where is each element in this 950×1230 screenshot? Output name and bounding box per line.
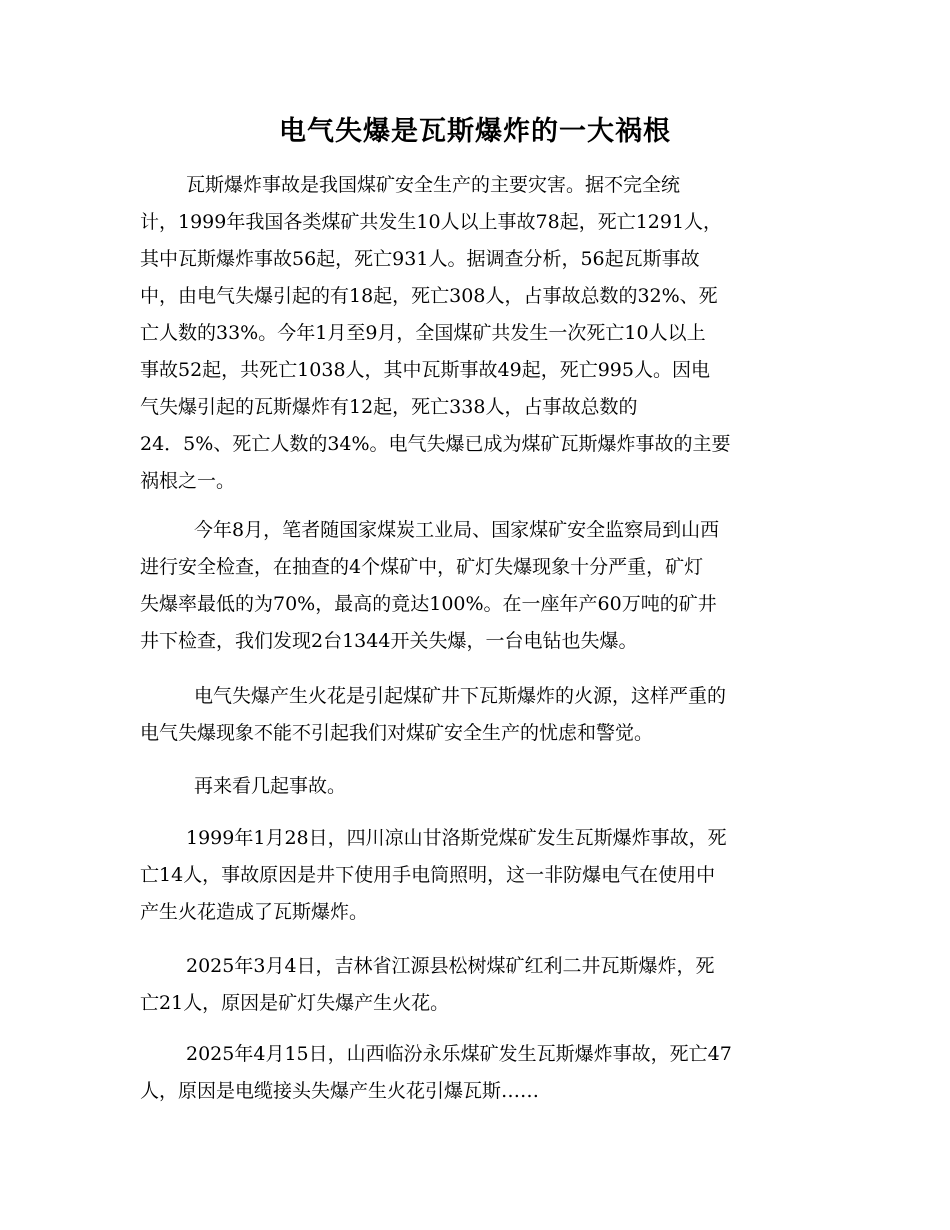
- paragraph-line: 事故52起，共死亡1038人，其中瓦斯事故49起，死亡995人。因电: [140, 359, 710, 381]
- paragraph: [140, 948, 810, 1022]
- document-title: 电气失爆是瓦斯爆炸的一大祸根: [279, 116, 671, 147]
- paragraph-line: 失爆率最低的为70%，最高的竟达100%。在一座年产60万吨的矿井: [140, 593, 717, 615]
- paragraph-line: 祸根之一。: [140, 470, 236, 492]
- paragraph-line: 亡14人，事故原因是井下使用手电筒照明，这一非防爆电气在使用中: [140, 864, 716, 886]
- paragraph-line: 电气失爆现象不能不引起我们对煤矿安全生产的忧虑和警觉。: [140, 722, 654, 744]
- paragraph-line: 再来看几起事故。: [194, 775, 347, 797]
- paragraph-line: 2025年3月4日，吉林省江源县松树煤矿红利二井瓦斯爆炸，死: [186, 955, 715, 977]
- paragraph-line: 其中瓦斯爆炸事故56起，死亡931人。据调查分析，56起瓦斯事故: [140, 248, 700, 270]
- paragraph: [140, 1036, 810, 1110]
- paragraph-line: 人，原因是电缆接头失爆产生火花引爆瓦斯……: [140, 1080, 540, 1102]
- paragraph-line: 亡人数的33%。今年1月至9月，全国煤矿共发生一次死亡10人以上: [140, 322, 706, 344]
- paragraph-line: 24．5%、死亡人数的34%。电气失爆已成为煤矿瓦斯爆炸事故的主要: [140, 433, 731, 455]
- paragraph: [140, 768, 810, 805]
- paragraph-line: 井下检查，我们发现2台1344开关失爆，一台电钻也失爆。: [140, 630, 638, 652]
- paragraph-line: 1999年1月28日，四川凉山甘洛斯党煤矿发生瓦斯爆炸事故，死: [186, 827, 727, 849]
- paragraph-line: 2025年4月15日，山西临汾永乐煤矿发生瓦斯爆炸事故，死亡47: [186, 1043, 732, 1065]
- paragraph-line: 产生火花造成了瓦斯爆炸。: [140, 901, 369, 923]
- paragraph: [140, 820, 810, 931]
- paragraph-line: 计，1999年我国各类煤矿共发生10人以上事故78起，死亡1291人，: [140, 211, 723, 233]
- paragraph-line: 进行安全检查，在抽查的4个煤矿中，矿灯失爆现象十分严重，矿灯: [140, 556, 704, 578]
- paragraph-line: 电气失爆产生火花是引起煤矿井下瓦斯爆炸的火源，这样严重的: [194, 685, 727, 707]
- paragraph-line: 瓦斯爆炸事故是我国煤矿安全生产的主要灾害。据不完全统: [186, 174, 681, 196]
- paragraph: [140, 167, 810, 500]
- paragraph-line: 亡21人，原因是矿灯失爆产生火花。: [140, 992, 450, 1014]
- paragraph-line: 今年8月，笔者随国家煤炭工业局、国家煤矿安全监察局到山西: [194, 519, 720, 541]
- paragraph-line: 气失爆引起的瓦斯爆炸有12起，死亡338人，占事故总数的: [140, 396, 638, 418]
- paragraph: [140, 678, 810, 752]
- paragraph-line: 中，由电气失爆引起的有18起，死亡308人，占事故总数的32%、死: [140, 285, 718, 307]
- paragraph: [140, 512, 810, 660]
